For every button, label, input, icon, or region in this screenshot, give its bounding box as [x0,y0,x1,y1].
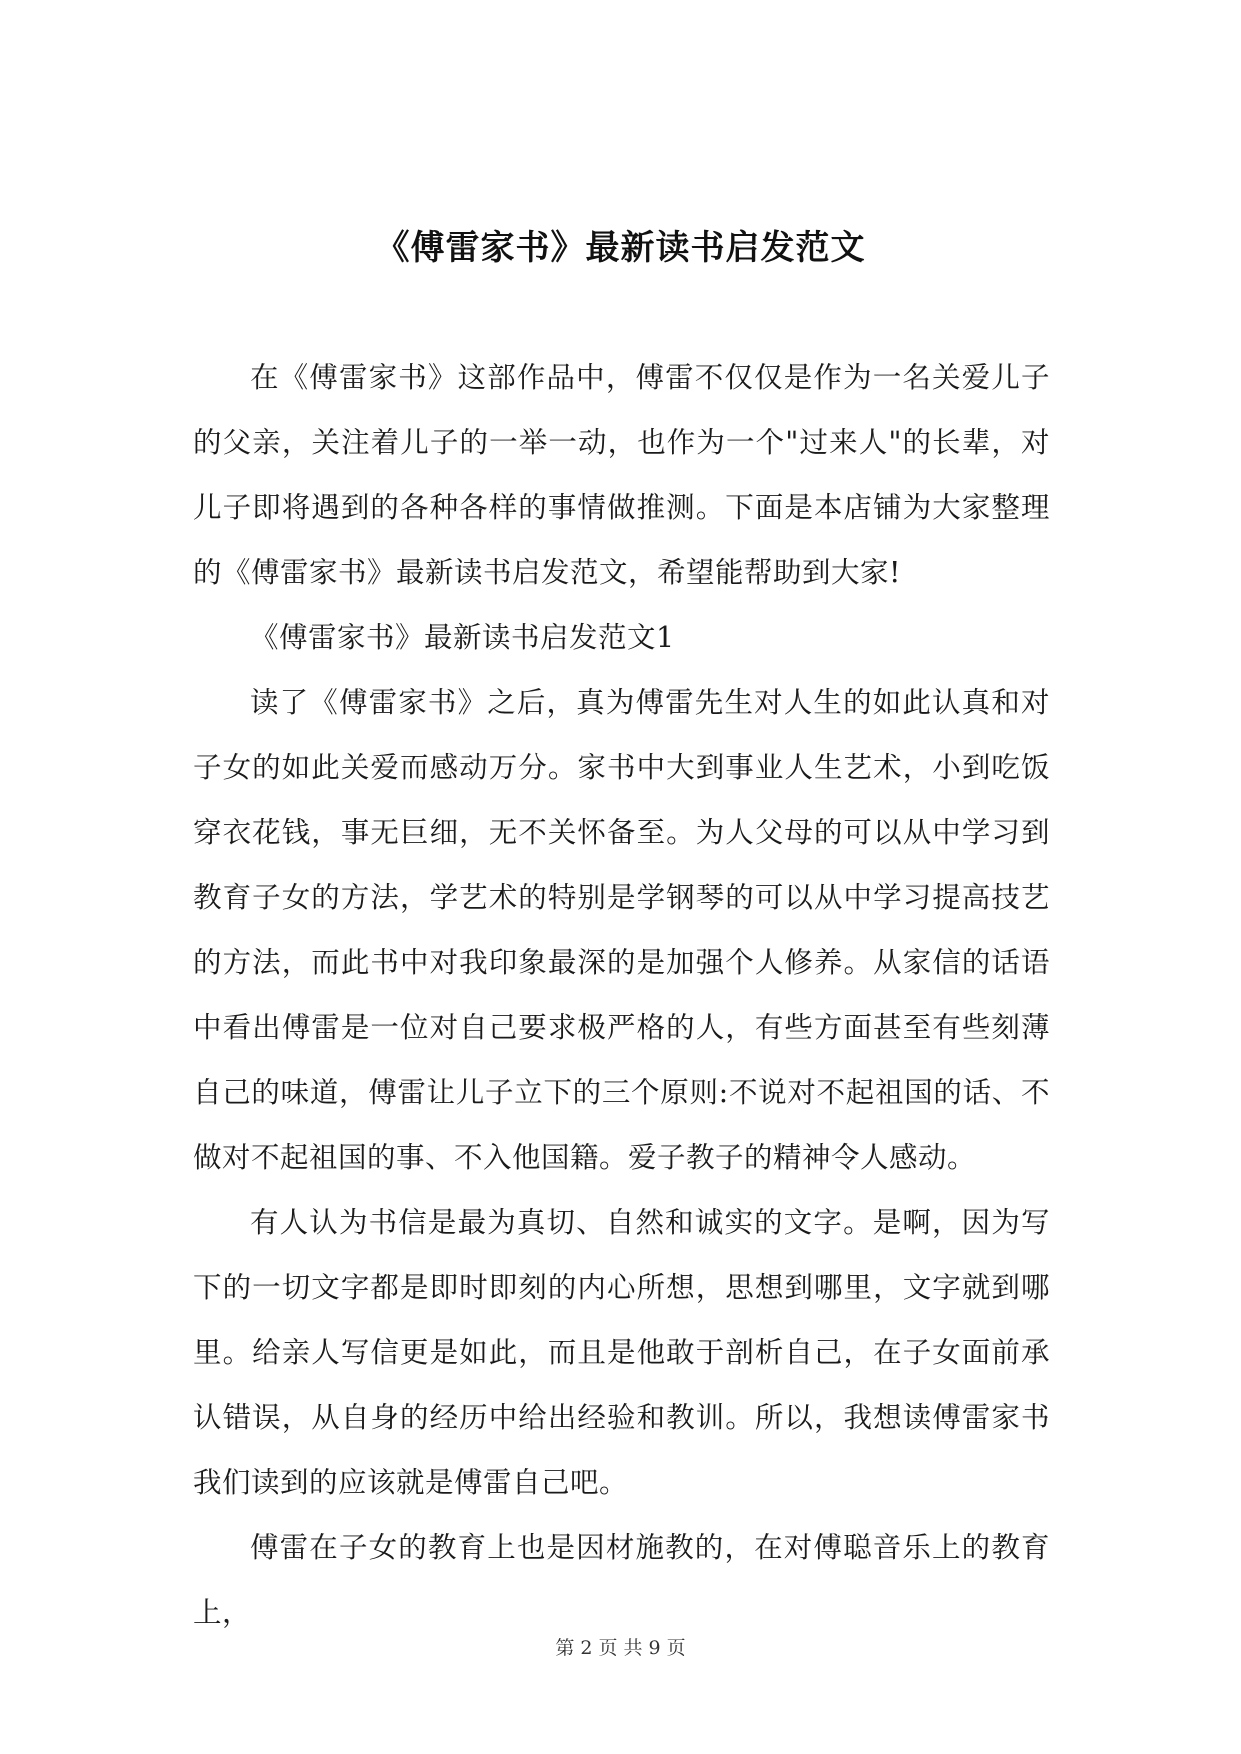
document-title: 《傅雷家书》最新读书启发范文 [375,228,866,268]
paragraph-2: 有人认为书信是最为真切、自然和诚实的文字。是啊，因为写下的一切文字都是即时即刻的内心所想，思想到哪里，文字就到哪里。给亲人写信更是如此，而且是他敢于剖析自己，在子女面前承认错误，从自身的经历中给出经验和教训。所以，我想读傅雷家书我们读到的应该就是傅雷自己吧。 [193,1206,1050,1499]
section-heading-1: 《傅雷家书》最新读书启发范文1 [250,621,675,654]
paragraph-1: 读了《傅雷家书》之后，真为傅雷先生对人生的如此认真和对子女的如此关爱而感动万分。家书中大到事业人生艺术，小到吃饭穿衣花钱，事无巨细，无不关怀备至。为人父母的可以从中学习到教育子女的方法，学艺术的特别是学钢琴的可以从中学习提高技艺的方法，而此书中对我印象最深的是加强个人修养。从家信的话语中看出傅雷是一位对自己要求极严格的人，有些方面甚至有些刻薄自己的味道，傅雷让儿子立下的三个原则:不说对不起祖国的话、不做对不起祖国的事、不入他国籍。爱子教子的精神令人感动。 [193,686,1050,1174]
paragraph-3: 傅雷在子女的教育上也是因材施教的，在对傅聪音乐上的教育上， [193,1531,1050,1629]
page-footer [0,1633,1241,1663]
page-number-label: 第 2 页 共 9 页 [555,1637,686,1659]
paragraph-intro: 在《傅雷家书》这部作品中，傅雷不仅仅是作为一名关爱儿子的父亲，关注着儿子的一举一动，也作为一个"过来人"的长辈，对儿子即将遇到的各种各样的事情做推测。下面是本店铺为大家整理的《傅雷家书》最新读书启发范文，希望能帮助到大家! [193,361,1050,589]
document-body [193,345,1050,1645]
